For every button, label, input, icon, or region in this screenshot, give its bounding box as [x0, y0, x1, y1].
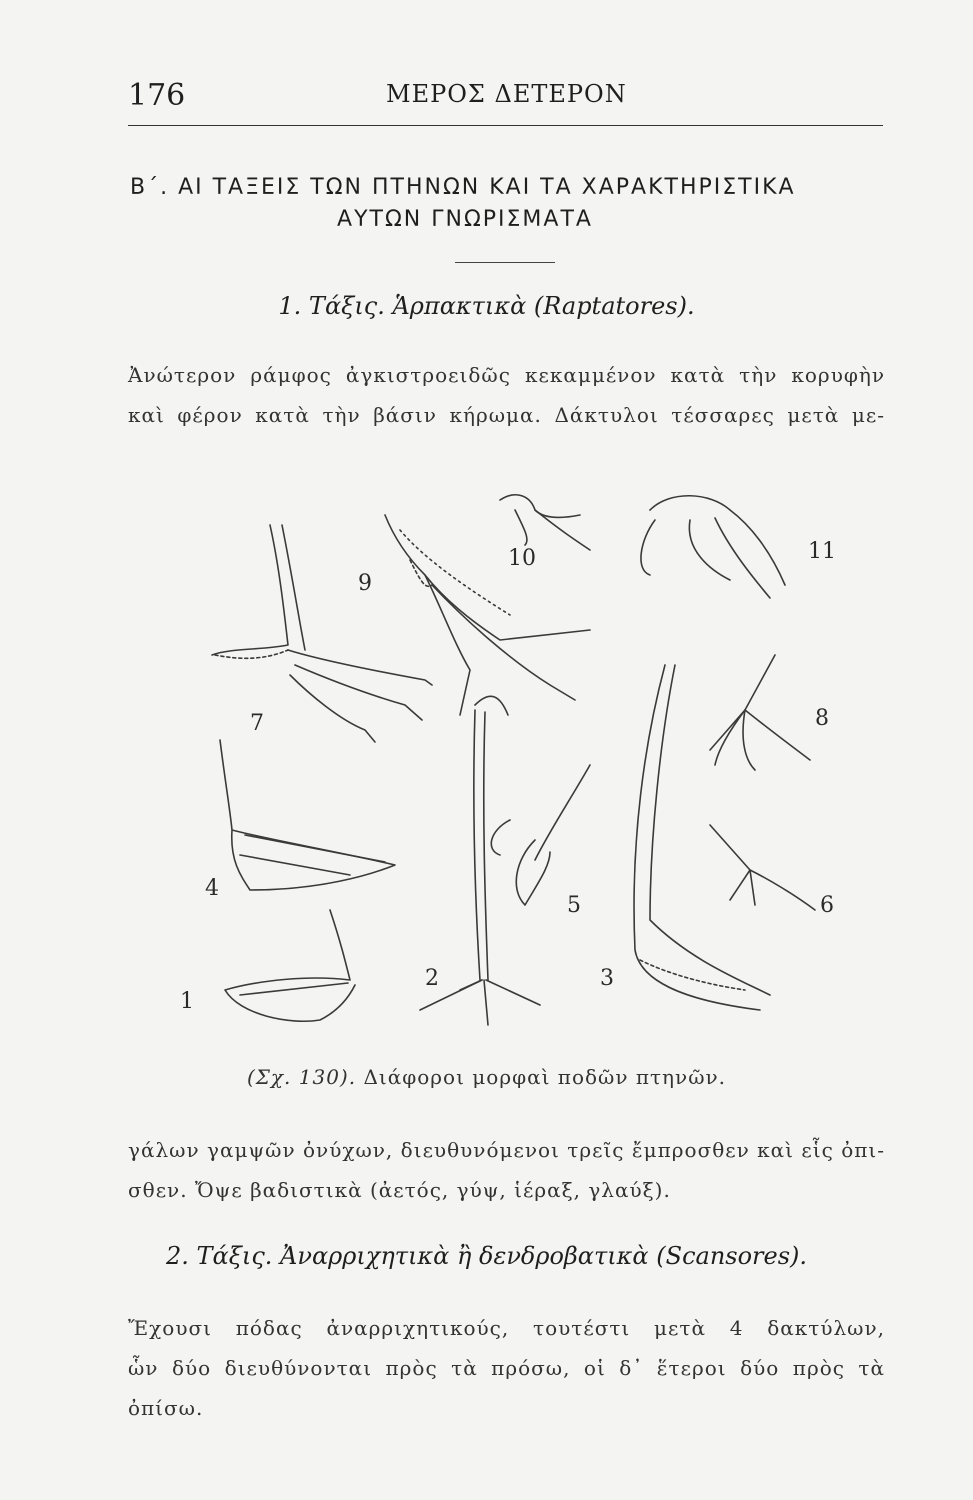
foot-11-drawing	[641, 496, 785, 598]
continuation-paragraph	[128, 1130, 885, 1210]
running-title: ΜΕΡΟΣ ΔΕΤΕΡΟΝ	[386, 80, 627, 108]
figure-label-11: 11	[808, 539, 836, 564]
figure-caption-text: Διάφοροι μορφαὶ ποδῶν πτηνῶν.	[363, 1065, 727, 1089]
text-line: Ἔχουσι πόδας ἀναρριχητικούς, τουτέστι μετὰ 4 δακτύλων,	[128, 1316, 885, 1340]
section-heading	[130, 172, 890, 236]
section-heading-line-1: Β΄. ΑΙ ΤΑΞΕΙΣ ΤΩΝ ΠΤΗΝΩΝ ΚΑΙ ΤΑ ΧΑΡΑΚΤΗΡΙΣΤΙΚΑ	[130, 175, 796, 200]
section-divider	[455, 262, 555, 263]
foot-10-drawing	[500, 495, 590, 550]
foot-3-drawing	[634, 665, 770, 1010]
order-1-paragraph	[128, 355, 885, 435]
foot-4-drawing	[220, 740, 395, 890]
figure-label-9: 9	[358, 571, 372, 596]
header-rule	[128, 125, 883, 126]
figure-label-4: 4	[205, 876, 219, 901]
foot-9-drawing	[385, 515, 590, 715]
foot-1-drawing	[225, 910, 355, 1021]
order-2-heading: 2. Τάξις. Ἀναρριχητικὰ ἢ δενδροβατικὰ (Scansores).	[165, 1242, 808, 1270]
order-1-heading: 1. Τάξις. Ἁρπακτικὰ (Raptatores).	[278, 292, 695, 320]
figure-label-6: 6	[820, 893, 834, 918]
foot-6-drawing	[710, 825, 815, 910]
running-head	[128, 78, 883, 118]
foot-8-drawing	[710, 655, 810, 770]
bird-feet-figure	[170, 480, 870, 1050]
text-line: καὶ φέρον κατὰ τὴν βάσιν κήρωμα. Δάκτυλοι τέσσαρες μετὰ με-	[128, 403, 885, 427]
text-line: γάλων γαμψῶν ὀνύχων, διευθυνόμενοι τρεῖς ἔμπροσθεν καὶ εἷς ὀπι-	[128, 1138, 885, 1162]
figure-caption-ref: (Σχ. 130).	[246, 1065, 357, 1089]
figure-label-8: 8	[815, 706, 829, 731]
text-line: ὧν δύο διευθύνονται πρὸς τὰ πρόσω, οἱ δ᾽ ἕτεροι δύο πρὸς τὰ ὀπίσω.	[128, 1356, 885, 1420]
figure-caption	[0, 1065, 973, 1089]
page-number: 176	[128, 78, 186, 113]
text-line: σθεν. Ὄψε βαδιστικὰ (ἀετός, γύψ, ἱέραξ, γλαύξ).	[128, 1178, 671, 1202]
foot-5-drawing	[491, 765, 590, 905]
order-2-paragraph	[128, 1308, 885, 1428]
figure-label-7: 7	[250, 711, 264, 736]
figure-label-1: 1	[180, 989, 194, 1014]
foot-7-drawing	[212, 525, 432, 742]
figure-label-5: 5	[567, 893, 581, 918]
figure-label-3: 3	[600, 966, 614, 991]
section-heading-line-2: ΑΥΤΩΝ ΓΝΩΡΙΣΜΑΤΑ	[337, 207, 593, 232]
figure-label-10: 10	[508, 546, 536, 571]
text-line: Ἀνώτερον ράμφος ἀγκιστροειδῶς κεκαμμένον κατὰ τὴν κορυφὴν	[128, 363, 885, 387]
figure-label-2: 2	[425, 966, 439, 991]
